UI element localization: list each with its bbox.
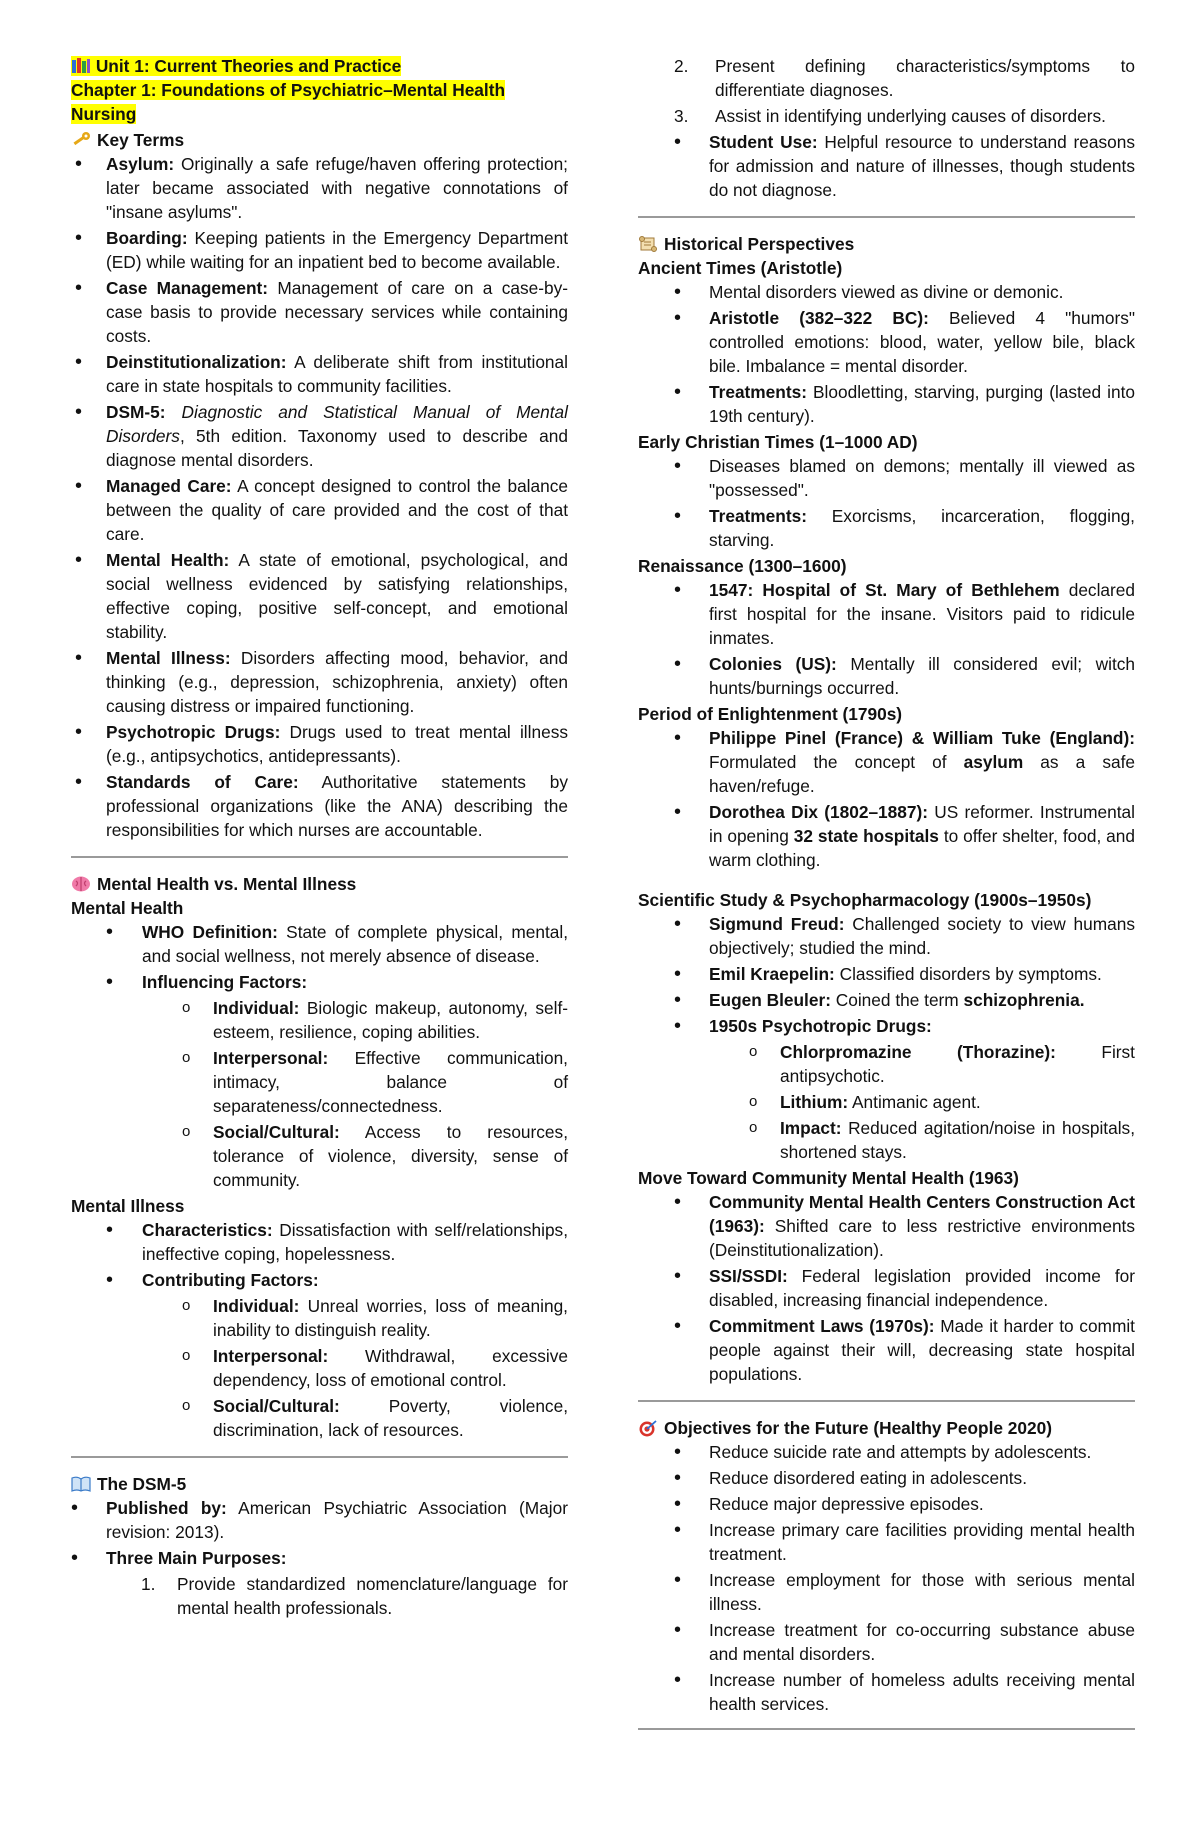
item-text: Mentally ill considered evil; witch hunts/burnings occurred. [709,654,1136,698]
christian-times-subheading: Early Christian Times (1–1000 AD) [638,432,918,452]
key-term-item [71,350,568,398]
student-use-list [638,130,1135,202]
objectives-heading-row [638,1416,1135,1440]
objective-item [638,1492,1135,1516]
asylum-bold: asylum [963,752,1024,772]
list-item [638,912,1135,960]
unit-title-row [71,54,568,78]
objective-text: Increase primary care facilities providing mental health treatment. [709,1520,1135,1564]
mental-illness-subheading: Mental Illness [71,1196,185,1216]
item-text: Biologic makeup, autonomy, self-esteem, resilience, coping abilities. [213,998,568,1042]
item-text: Bloodletting, starving, purging (lasted into 19th century). [709,382,1135,426]
key-term-text: Drugs used to treat mental illness (e.g., antipsychotics, antidepressants). [106,722,568,766]
item-term: Impact: [780,1118,842,1138]
list-item [638,454,1135,502]
key-term-item [71,226,568,274]
item-term: Individual: [213,1296,300,1316]
list-item [71,1546,568,1570]
list-item [638,380,1135,428]
enlightenment-subheading: Period of Enlightenment (1790s) [638,704,903,724]
key-term-text: Disorders affecting mood, behavior, and thinking (e.g., depression, schizophrenia, anxiety) often causing distress or impaired functioning. [106,648,568,716]
list-item [71,920,568,968]
item-text: Believed 4 "humors" controlled emotions: blood, water, yellow bile, black bile. Imbalance = mental disorder. [709,308,1135,376]
objective-text: Increase employment for those with serious mental illness. [709,1570,1135,1614]
drugs-label: 1950s Psychotropic Drugs: [709,1016,932,1036]
list-item [638,504,1135,552]
list-item [638,1314,1135,1386]
scientific-list [638,912,1135,1038]
list-item [71,1218,568,1266]
list-item [709,1116,1135,1164]
mental-health-list [71,920,568,994]
key-terms-list [71,152,568,842]
history-heading: Historical Perspectives [664,234,855,254]
list-item [638,800,1135,872]
objective-text: Reduce disordered eating in adolescents. [709,1468,1027,1488]
divider [638,1400,1135,1402]
objective-text: Increase treatment for co-occurring substance abuse and mental disorders. [709,1620,1135,1664]
list-item [142,1294,568,1342]
key-term-text: A state of emotional, psychological, and social wellness evidenced by satisfying relationships, effective coping, positive self-concept, and emotional stability. [106,550,568,642]
state-hospitals-bold: 32 state hospitals [793,826,939,846]
key-term-item [71,720,568,768]
list-item [142,1394,568,1442]
objective-item [638,1668,1135,1716]
list-item [638,130,1135,202]
books-icon [71,57,91,75]
characteristics-text: Dissatisfaction with self/relationships, ineffective coping, hopelessness. [142,1220,568,1264]
unit-title-highlight [71,56,401,76]
mental-health-subheading: Mental Health [71,898,184,918]
key-terms-heading-row [71,128,568,152]
freud-term: Sigmund Freud: [709,914,845,934]
objectives-list [638,1440,1135,1716]
divider [638,216,1135,218]
divider [638,1728,1135,1730]
enlightenment-list [638,726,1135,872]
list-item [638,652,1135,700]
key-term-text: Keeping patients in the Emergency Department (ED) while waiting for an inpatient bed to become available. [106,228,568,272]
bleuler-text: Coined the term [830,990,964,1010]
key-term-text: Authoritative statements by professional organizations (like the ANA) describing the responsibilities for which nurses are accountable. [106,772,568,840]
list-item [638,306,1135,378]
kraepelin-text: Classified disorders by symptoms. [834,964,1102,984]
pinel-tuke-term: Philippe Pinel (France) & William Tuke (England): [709,728,1135,748]
list-item [638,280,1135,304]
objective-item [638,1518,1135,1566]
list-item [142,1120,568,1192]
objective-item [638,1618,1135,1666]
schizophrenia-bold: schizophrenia. [963,990,1085,1010]
divider [71,1456,568,1458]
objective-text: Reduce major depressive episodes. [709,1494,984,1514]
key-term-name: Mental Health: [106,550,230,570]
key-term-name: Case Management: [106,278,269,298]
renaissance-list [638,578,1135,700]
key-term-text: Originally a safe refuge/haven offering protection; later became associated with negative connotations of "insane asylums". [106,154,568,222]
objective-item [638,1568,1135,1616]
item-term: Individual: [213,998,300,1018]
item-term: Chlorpromazine (Thorazine): [780,1042,1056,1062]
open-book-icon [71,1475,91,1493]
key-terms-heading: Key Terms [97,130,185,150]
list-item [638,1014,1135,1038]
item-term: Aristotle (382–322 BC): [709,308,929,328]
purpose-number: 1. [141,1574,156,1594]
list-item [142,1344,568,1392]
item-term: Treatments: [709,506,807,526]
key-term-item [71,770,568,842]
dix-term: Dorothea Dix (1802–1887): [709,802,929,822]
key-term-item [71,276,568,348]
list-item [638,1264,1135,1312]
item-text: Access to resources, tolerance of violence, diversity, sense of community. [213,1122,568,1190]
pinel-text: Formulated the concept of [709,752,964,772]
key-term-item [71,400,568,472]
key-term-item [71,474,568,546]
key-term-name: Mental Illness: [106,648,231,668]
list-item [709,1040,1135,1088]
key-term-item [71,152,568,224]
dix-text-end: to offer shelter, food, and warm clothing. [709,826,1136,870]
key-term-text: , 5th edition. Taxonomy used to describe and diagnose mental disorders. [106,426,568,470]
key-term-name: Psychotropic Drugs: [106,722,281,742]
key-term-name: Standards of Care: [106,772,299,792]
item-term: Interpersonal: [213,1346,329,1366]
item-text: Made it harder to commit people against their will, decreasing state hospital populations. [709,1316,1135,1384]
list-item [71,1268,568,1292]
list-item [142,996,568,1044]
item-text: First antipsychotic. [780,1042,1135,1086]
purpose-text: Present defining characteristics/symptoms to differentiate diagnoses. [715,56,1135,100]
pinel-text-end: as a safe haven/refuge. [709,752,1135,796]
dix-text: US reformer. Instrumental in opening [709,802,1135,846]
mh-vs-mi-heading: Mental Health vs. Mental Illness [97,874,357,894]
item-term: Social/Cultural: [213,1396,340,1416]
drug-list [638,1040,1135,1164]
item-term: Colonies (US): [709,654,837,674]
list-item [638,988,1135,1012]
kraepelin-term: Emil Kraepelin: [709,964,835,984]
chapter-title: Chapter 1: Foundations of Psychiatric–Mental Health Nursing [71,80,506,124]
item-text: Effective communication, intimacy, balance of separateness/connectedness. [213,1048,568,1116]
influencing-factors-list [71,996,568,1192]
characteristics-term: Characteristics: [142,1220,273,1240]
list-item [709,1090,1135,1114]
ancient-times-subheading: Ancient Times (Aristotle) [638,258,843,278]
key-term-name: Managed Care: [106,476,232,496]
item-term: Social/Cultural: [213,1122,340,1142]
purpose-text: Provide standardized nomenclature/language for mental health professionals. [177,1574,568,1618]
item-text: Federal legislation provided income for disabled, increasing financial independence. [709,1266,1135,1310]
item-text: declared first hospital for the insane. Visitors paid to ridicule inmates. [709,580,1136,648]
key-term-item [71,548,568,644]
community-list [638,1190,1135,1386]
objective-item [638,1440,1135,1464]
purpose-number: 3. [674,106,689,126]
chapter-title-row [71,78,568,126]
list-item [638,578,1135,650]
list-item [71,1496,568,1544]
key-term-text: A deliberate shift from institutional care in state hospitals to community facilities. [106,352,568,396]
key-term-name: DSM-5: [106,402,166,422]
objective-item [638,1466,1135,1490]
objective-text: Increase number of homeless adults receiving mental health services. [709,1670,1135,1714]
item-text: Poverty, violence, discrimination, lack of resources. [213,1396,568,1440]
christian-times-list [638,454,1135,552]
objective-text: Reduce suicide rate and attempts by adolescents. [709,1442,1092,1462]
item-term: Commitment Laws (1970s): [709,1316,935,1336]
dsm-list [71,1496,568,1570]
key-term-name: Boarding: [106,228,188,248]
student-use-text: Helpful resource to understand reasons for admission and nature of illnesses, though students do not diagnose. [709,132,1135,200]
three-purposes-label: Three Main Purposes: [106,1548,287,1568]
bleuler-term: Eugen Bleuler: [709,990,831,1010]
purpose-list-continued [638,54,1135,128]
item-term: Community Mental Health Centers Construction Act (1963): [709,1192,1135,1236]
list-item [142,1046,568,1118]
mental-illness-list [71,1218,568,1292]
item-term: Treatments: [709,382,807,402]
contributing-factors-list [71,1294,568,1442]
mh-vs-mi-heading-row [71,872,568,896]
key-term-italic: Diagnostic and Statistical Manual of Mental Disorders [106,402,568,446]
list-item [638,962,1135,986]
item-term: SSI/SSDI: [709,1266,788,1286]
purpose-item [106,1572,568,1620]
key-term-item [71,646,568,718]
item-term: Interpersonal: [213,1048,329,1068]
community-subheading: Move Toward Community Mental Health (1963) [638,1168,1019,1188]
item-text: Diseases blamed on demons; mentally ill viewed as "possessed". [709,456,1135,500]
who-definition-text: State of complete physical, mental, and social wellness, not merely absence of disease. [142,922,568,966]
item-text: Exorcisms, incarceration, flogging, starving. [709,506,1135,550]
item-text: Antimanic agent. [848,1092,981,1112]
key-term-name: Asylum: [106,154,175,174]
item-text: Reduced agitation/noise in hospitals, shortened stays. [780,1118,1135,1162]
right-column [638,54,1135,1744]
key-term-name: Deinstitutionalization: [106,352,287,372]
list-item [638,726,1135,798]
ancient-times-list [638,280,1135,428]
purpose-text: Assist in identifying underlying causes of disorders. [715,106,1106,126]
key-term-text: A concept designed to control the balance between the quality of care provided and the cost of that care. [106,476,568,544]
key-term-text: Management of care on a case-by-case basis to provide necessary services while containing costs. [106,278,568,346]
purpose-item [674,54,1135,102]
renaissance-subheading: Renaissance (1300–1600) [638,556,847,576]
influencing-factors-label: Influencing Factors: [142,972,308,992]
freud-text: Challenged society to view humans objectively; studied the mind. [709,914,1135,958]
purpose-item [674,104,1135,128]
dsm-heading-row [71,1472,568,1496]
unit-title: Unit 1: Current Theories and Practice [95,56,402,76]
list-item [71,970,568,994]
list-item [638,1190,1135,1262]
divider [71,856,568,858]
scroll-icon [638,235,658,253]
item-term: Lithium: [780,1092,849,1112]
contributing-factors-label: Contributing Factors: [142,1270,319,1290]
history-heading-row [638,232,1135,256]
objectives-heading: Objectives for the Future (Healthy People 2020) [664,1418,1052,1438]
item-text: Unreal worries, loss of meaning, inability to distinguish reality. [213,1296,568,1340]
published-by-text: American Psychiatric Association (Major revision: 2013). [106,1498,568,1542]
item-text: Shifted care to less restrictive environments (Deinstitutionalization). [709,1216,1135,1260]
published-by-term: Published by: [106,1498,227,1518]
who-definition-term: WHO Definition: [142,922,278,942]
left-column [71,54,568,1622]
item-text: Mental disorders viewed as divine or demonic. [709,282,1064,302]
spacer [638,874,1135,888]
student-use-term: Student Use: [709,132,818,152]
dsm-heading: The DSM-5 [97,1474,187,1494]
key-icon [71,131,91,149]
item-text: Withdrawal, excessive dependency, loss of emotional control. [213,1346,568,1390]
item-term: 1547: Hospital of St. Mary of Bethlehem [709,580,1060,600]
brain-icon [71,875,91,893]
purpose-number: 2. [674,56,689,76]
purpose-list [71,1572,568,1620]
scientific-subheading: Scientific Study & Psychopharmacology (1900s–1950s) [638,890,1092,910]
target-icon [638,1419,658,1437]
